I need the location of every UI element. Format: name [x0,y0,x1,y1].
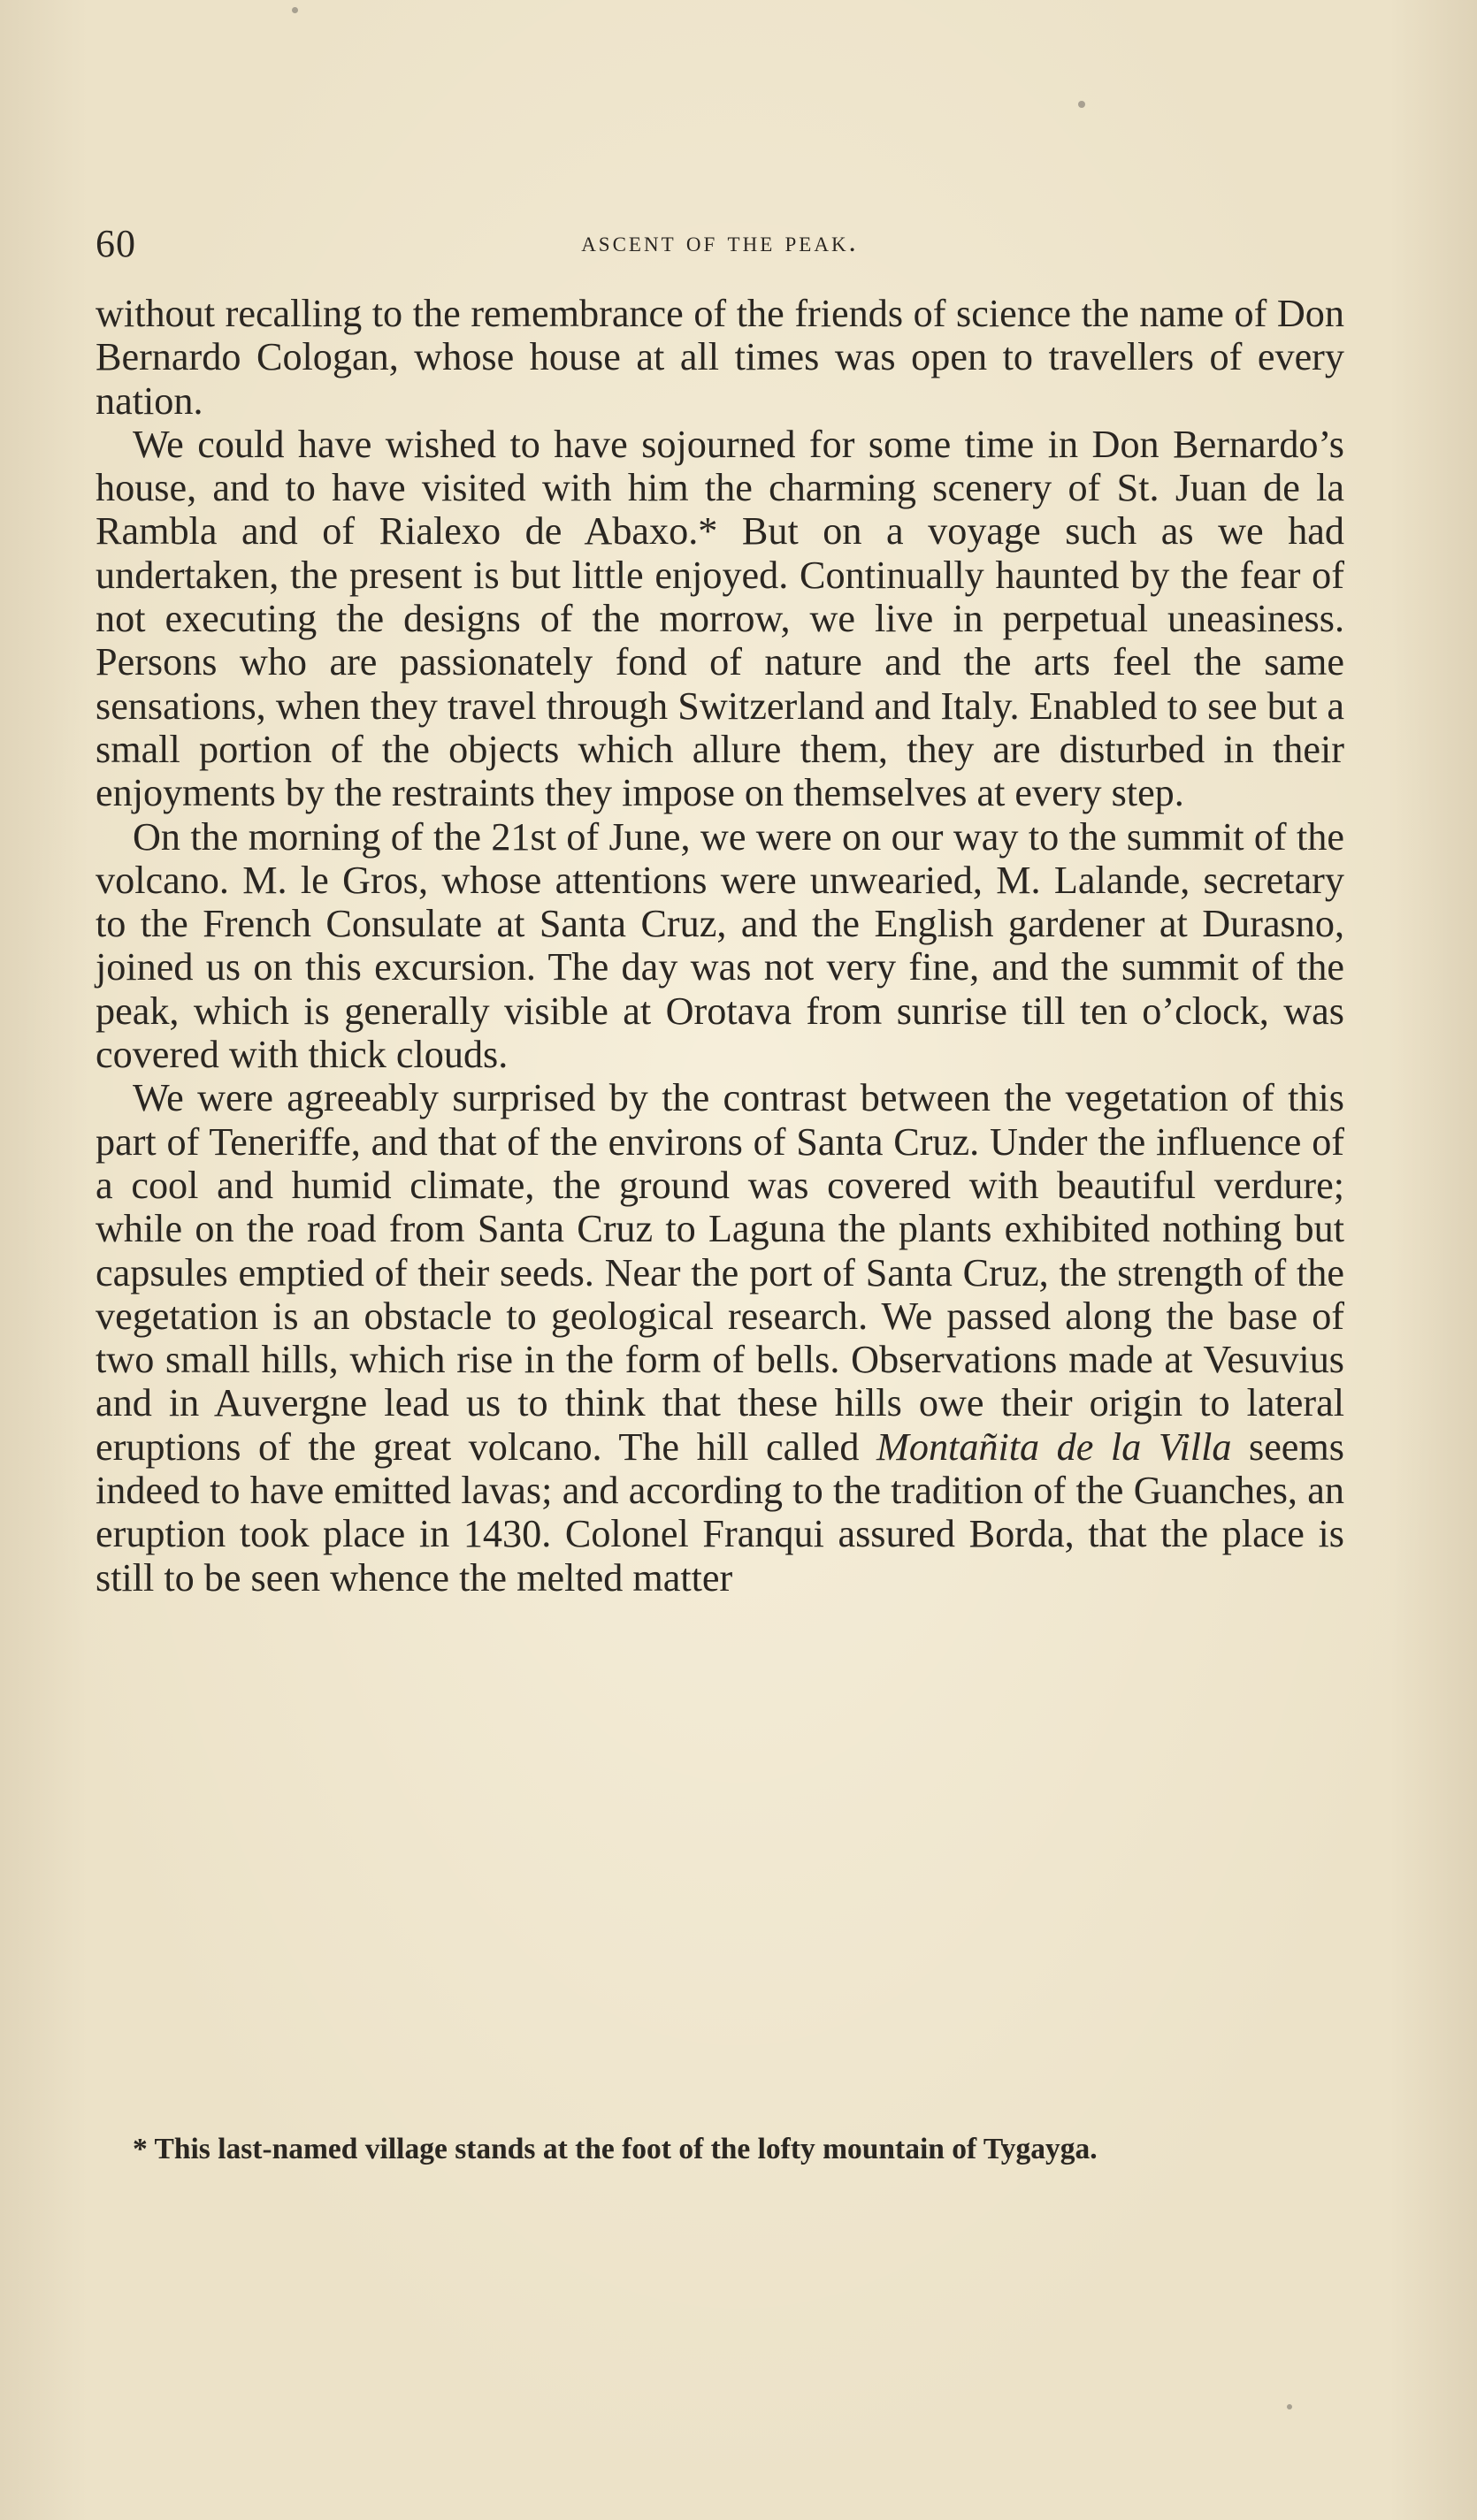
paragraph-text: We were agreeably surprised by the contrast between the vegetation of this part of Teneriffe, and that of the environs of Santa Cruz. Under the influence of a cool and humid climate, the ground was covered with beautiful verdure; while on the road from Santa Cruz to Laguna the plants exhibited nothing but capsules emptied of their seeds. Near the port of Santa Cruz, the strength of the vegetation is an obstacle to geological research. We passed along the base of two small hills, which rise in the form of bells. Observations made at Vesuvius and in Auvergne lead us to think that these hills owe their origin to lateral eruptions of the great volcano. The hill called [96,1076,1344,1469]
ink-speck [1078,101,1085,108]
footnote: * This last-named village stands at the foot of the lofty mountain of Tygayga. [133,2133,1098,2165]
running-head: ascent of the peak. [581,226,859,258]
paragraph-text: without recalling to the remembrance of the friends of science the name of Don Bernardo Cologan, whose house at all times was open to travellers of every nation. [96,292,1344,423]
paragraph [96,423,1344,815]
ink-speck [1287,2404,1292,2409]
paragraph [96,1076,1344,1600]
paragraph [96,292,1344,423]
page-number: 60 [96,222,136,265]
paragraph-text: On the morning of the 21st of June, we were on our way to the summit of the volcano. M. le Gros, whose attentions were unwearied, M. Lalande, secretary to the French Consulate at Santa Cruz, and the English gardener at Durasno, joined us on this excursion. The day was not very fine, and the summit of the peak, which is generally visible at Orotava from sunrise till ten o’clock, was covered with thick clouds. [96,814,1344,1077]
body-text [96,292,1344,1600]
italic-place-name: Montañita de la Villa [876,1424,1232,1469]
page-header [96,221,1344,265]
paragraph-text: seems indeed to have emitted lavas; and according to the tradition of the Guanches, an eruption took place in 1430. Colonel Franqui assured Borda, that the place is still to be seen whence the melted matter [96,1424,1344,1600]
paragraph [96,815,1344,1077]
paragraph-text: We could have wished to have sojourned for some time in Don Bernardo’s house, and to have visited with him the charming scenery of St. Juan de la Rambla and of Rialexo de Abaxo.* But on a voyage such as we had undertaken, the present is but little enjoyed. Continually haunted by the fear of not executing the designs of the morrow, we live in perpetual uneasiness. Persons who are passionately fond of nature and the arts feel the same sensations, when they travel through Switzerland and Italy. Enabled to see but a small portion of the objects which allure them, they are disturbed in their enjoyments by the restraints they impose on themselves at every step. [96,422,1344,815]
ink-speck [292,7,298,13]
